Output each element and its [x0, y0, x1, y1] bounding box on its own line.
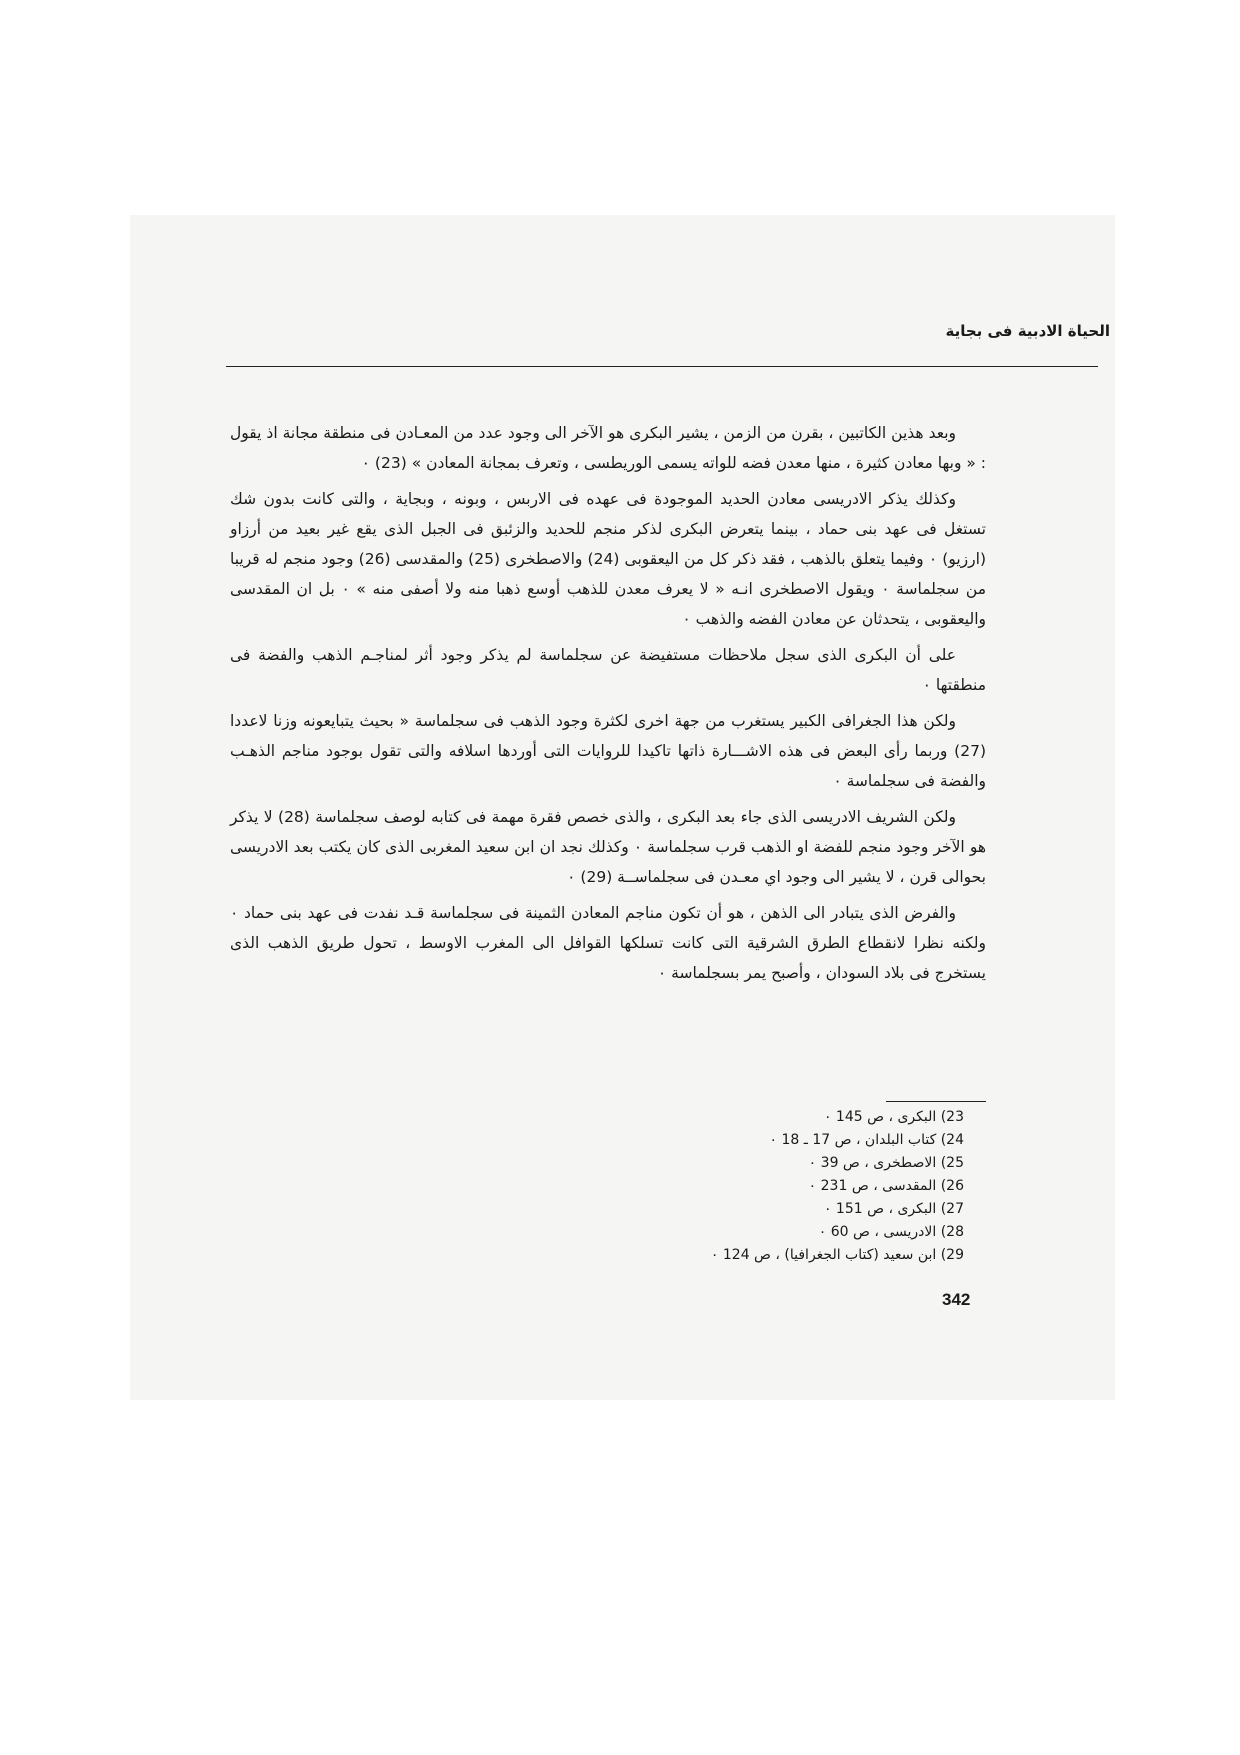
footnote-27: 27) البكرى ، ص 151 ٠	[823, 1201, 964, 1217]
header-rule	[226, 366, 1098, 367]
footnote-rule	[886, 1101, 986, 1102]
footnote-29: 29) ابن سعيد (كتاب الجغرافيا) ، ص 124 ٠	[710, 1247, 964, 1263]
paragraph-1: وبعد هذين الكاتبين ، بقرن من الزمن ، يشير البكرى هو الآخر الى وجود عدد من المعـادن فى منطقة مجانة اذ يقول : « وبها معادن كثيرة ، منها معدن فضه للواته يسمى الوريطسى ، وتعرف بمجانة المعادن » (23) ٠	[230, 424, 986, 472]
footnote-24: 24) كتاب البلدان ، ص 17 ـ 18 ٠	[769, 1132, 964, 1148]
page-number: 342	[942, 1290, 971, 1309]
running-header: الحياة الادبية فى بجاية	[945, 322, 1110, 340]
paragraph-4: ولكن هذا الجغرافى الكبير يستغرب من جهة اخرى لكثرة وجود الذهب فى سجلماسة « بحيث يتبايعونه وزنا لاعددا (27) وربما رأى البعض فى هذه الاشـــارة ذاتها تاكيدا للروايات التى أوردها اسلافه والتى تقول بوجود مناجم الذهـب والفضة فى سجلماسة ٠	[230, 712, 986, 790]
footnote-26: 26) المقدسى ، ص 231 ٠	[808, 1178, 964, 1194]
footnote-28: 28) الادريسى ، ص 60 ٠	[818, 1224, 964, 1240]
footnote-25: 25) الاصطخرى ، ص 39 ٠	[808, 1155, 964, 1171]
paragraph-6: والفرض الذى يتبادر الى الذهن ، هو أن تكون مناجم المعادن الثمينة فى سجلماسة قـد نفدت فى عهد بنى حماد ٠ ولكنه نظرا لانقطاع الطرق الشرقية التى كانت تسلكها القوافل الى المغرب الاوسط ، تحول طريق الذهب الذى يستخرج فى بلاد السودان ، وأصبح يمر بسجلماسة ٠	[230, 904, 986, 982]
footnote-23: 23) البكرى ، ص 145 ٠	[823, 1109, 964, 1125]
footnotes	[711, 1106, 964, 1267]
body-text	[230, 418, 986, 994]
paragraph-5: ولكن الشريف الادريسى الذى جاء بعد البكرى ، والذى خصص فقرة مهمة فى كتابه لوصف سجلماسة (28) لا يذكر هو الآخر وجود منجم للفضة او الذهب قرب سجلماسة ٠ وكذلك نجد ان ابن سعيد المغربى الذى كان يكتب بعد الادريسى بحوالى قرن ، لا يشير الى وجود اي معـدن فى سجلماســة (29) ٠	[230, 808, 986, 886]
paragraph-2: وكذلك يذكر الادريسى معادن الحديد الموجودة فى عهده فى الاربس ، وبونه ، وبجاية ، والتى كانت بدون شك تستغل فى عهد بنى حماد ، بينما يتعرض البكرى لذكر منجم للحديد والزئبق فى الجبل الذى يقع غير بعيد من أرزاو (ارزيو) ٠ وفيما يتعلق بالذهب ، فقد ذكر كل من اليعقوبى (24) والاصطخرى (25) والمقدسى (26) وجود منجم له قريبا من سجلماسة ٠ ويقول الاصطخرى انـه « لا يعرف معدن للذهب أوسع ذهبا منه ولا أصفى منه » ٠ بل ان المقدسى واليعقوبى ، يتحدثان عن معادن الفضه والذهب ٠	[230, 490, 986, 628]
paragraph-3: على أن البكرى الذى سجل ملاحظات مستفيضة عن سجلماسة لم يذكر وجود أثر لمناجـم الذهب والفضة فى منطقتها ٠	[230, 646, 986, 694]
